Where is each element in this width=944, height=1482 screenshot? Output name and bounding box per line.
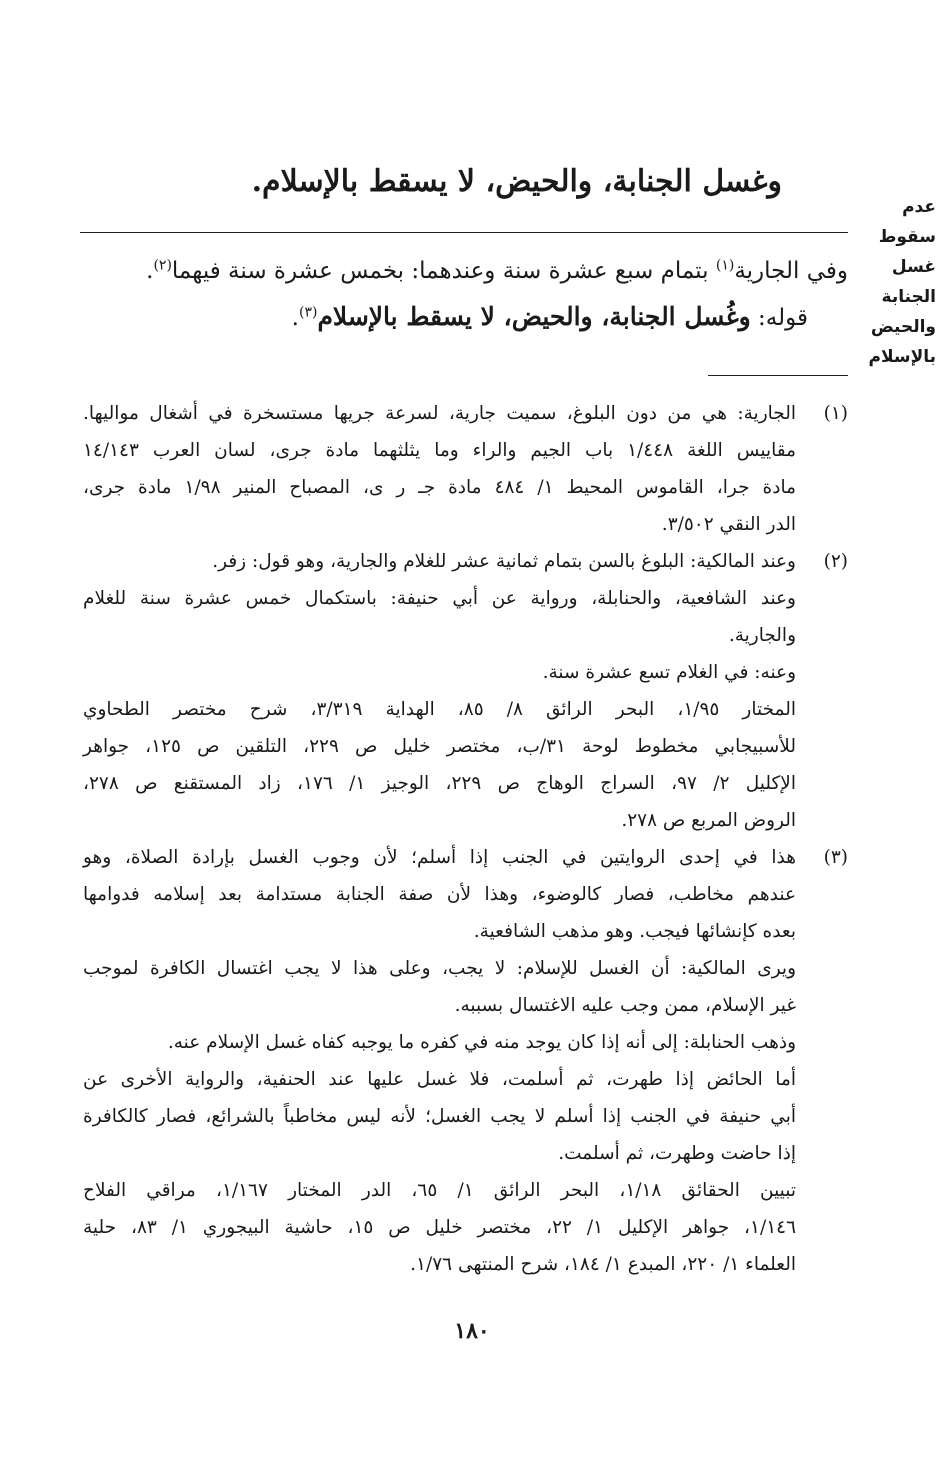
footnote-line: والجارية. [728, 625, 796, 646]
footnote-line: إذا حاضت وطهرت، ثم أسلمت. [558, 1143, 796, 1164]
qawl-prefix: قوله: [750, 305, 808, 331]
matn-heading: وغسل الجنابة، والحيض، لا يسقط بالإسلام. [251, 164, 782, 199]
margin-note-line: عدم [902, 197, 936, 217]
footnote-line: وعند المالكية: البلوغ بالسن بتمام ثمانية عشر للغلام والجارية، وهو قول: زفر. [212, 551, 796, 572]
commentary-text: . [146, 258, 154, 284]
footnote-line: وعند الشافعية، والحنابلة، ورواية عن أبي حنيفة: باستكمال خمس عشرة سنة للغلام [83, 588, 796, 609]
qawl-end: . [291, 305, 299, 331]
margin-note-line: غسل [891, 257, 936, 277]
footnote-line: المختار ١/٩٥، البحر الرائق ٨/ ٨٥، الهداية ٣/٣١٩، شرح مختصر الطحاوي [83, 699, 796, 720]
footnote-ref: (١) [715, 257, 735, 274]
footnote-number: (١) [823, 403, 848, 424]
commentary-line [68, 248, 848, 294]
footnote-line: هذا في إحدى الروايتين في الجنب إذا أسلم؛ لأن وجوب الغسل بإرادة الصلاة، وهو [83, 847, 796, 868]
page-number: ١٨٠ [454, 1318, 490, 1344]
footnote-line: الإكليل ٢/ ٩٧، السراج الوهاج ص ٢٢٩، الوجيز ١/ ١٧٦، زاد المستقنع ص ٢٧٨، [83, 773, 796, 794]
commentary-text: وفي الجارية [734, 258, 848, 284]
footnote-2 [83, 543, 848, 839]
footnote-line: ويرى المالكية: أن الغسل للإسلام: لا يجب، وعلى هذا لا يجب اغتسال الكافرة لموجب [83, 958, 796, 979]
footnote-number: (٣) [823, 847, 848, 868]
footnote-line: الدر النقي ٣/٥٠٢. [661, 514, 796, 535]
footnote-line: مادة جرا، القاموس المحيط ١/ ٤٨٤ مادة جـ ر ى، المصباح المنير ١/٩٨ مادة جرى، [83, 477, 796, 498]
footnote-line: وذهب الحنابلة: إلى أنه إذا كان يوجد منه في كفره ما يوجبه كفاه غسل الإسلام عنه. [167, 1032, 796, 1053]
footnote-line: عندهم مخاطب، فصار كالوضوء، وهذا لأن صفة الجنابة مستدامة بعد إسلامه فدوامها [83, 884, 796, 905]
margin-note-line: سقوط [878, 227, 936, 247]
qawl-quote: وغُسل الجنابة، والحيض، لا يسقط بالإسلام [317, 302, 751, 331]
footnote-line: غير الإسلام، ممن وجب عليه الاغتسال بسببه. [454, 995, 796, 1016]
footnote-line: الجارية: هي من دون البلوغ، سميت جارية، لسرعة جريها مستسخرة في أشغال مواليها. [83, 403, 796, 424]
footnote-line: العلماء ١/ ٢٢٠، المبدع ١/ ١٨٤، شرح المنتهى ١/٧٦. [410, 1254, 796, 1275]
margin-note-line: الجنابة [881, 287, 936, 307]
top-divider [80, 232, 848, 233]
footnote-line: أما الحائض إذا طهرت، ثم أسلمت، فلا غسل عليها عند الحنفية، والرواية الأخرى عن [83, 1069, 796, 1090]
footnote-line: تبيين الحقائق ١/١٨، البحر الرائق ١/ ٦٥، الدر المختار ١/١٦٧، مراقي الفلاح [83, 1180, 796, 1201]
footnote-3 [83, 839, 848, 1283]
footnote-number: (٢) [823, 551, 848, 572]
footnote-ref: (٣) [298, 304, 318, 321]
margin-note [858, 192, 936, 372]
footnote-line: وعنه: في الغلام تسع عشرة سنة. [542, 662, 796, 683]
footnote-divider [708, 375, 848, 376]
footnote-line: ١/١٤٦، جواهر الإكليل ١/ ٢٢، مختصر خليل ص ١٥، حاشية البيجوري ١/ ٨٣، حلية [83, 1217, 797, 1238]
footnote-ref: (٢) [153, 257, 172, 274]
footnote-line: للأسبيجابي مخطوط لوحة ٣١/ب، مختصر خليل ص ٢٢٩، التلقين ص ١٢٥، جواهر [83, 736, 796, 757]
footnote-line: أبي حنيفة في الجنب إذا أسلم لا يجب الغسل؛ لأنه ليس مخاطباً بالشرائع، فصار كالكافرة [83, 1106, 796, 1127]
footnote-1 [83, 395, 848, 543]
commentary-text: بتمام سبع عشرة سنة وعندهما: بخمس عشرة سنة فيهما [171, 258, 716, 284]
footnotes [83, 395, 848, 1283]
margin-note-line: بالإسلام [868, 347, 936, 367]
footnote-line: مقاييس اللغة ١/٤٤٨ باب الجيم والراء وما يثلثهما مادة جرى، لسان العرب ١٤/١٤٣ [83, 440, 796, 461]
footnote-line: بعده كإنشائها فيجب. وهو مذهب الشافعية. [473, 921, 796, 942]
footnote-line: الروض المربع ص ٢٧٨. [621, 810, 796, 831]
qawl-line [68, 294, 808, 341]
commentary-block [68, 248, 848, 341]
margin-note-line: والحيض [870, 317, 936, 337]
